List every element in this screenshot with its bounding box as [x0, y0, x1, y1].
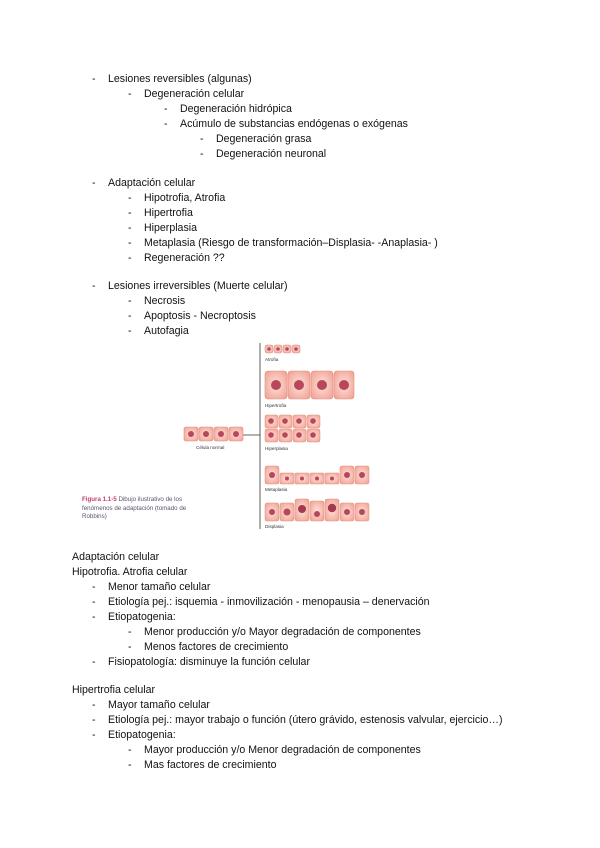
- outline-adaptacion-item: Hipotrofia, Atrofia: [144, 192, 226, 204]
- hipotrofia-sub: Menos factores de crecimiento: [144, 641, 289, 653]
- hipertrofia-title: Hipertrofia celular: [72, 684, 156, 696]
- outline-adaptacion-item: Regeneración ??: [144, 252, 225, 264]
- hipotrofia-sub: Menor producción y/o Mayor degradación de componentes: [144, 626, 421, 638]
- bullet-dash: -: [128, 207, 132, 219]
- metaplasia-cells: [265, 466, 369, 484]
- bullet-dash: -: [128, 88, 132, 100]
- figure-label-displasia: Displasia: [265, 524, 284, 529]
- bullet-dash: -: [128, 222, 132, 234]
- outline-adaptacion-item: Metaplasia (Riesgo de transformación–Displasia- -Anaplasia- ): [144, 237, 438, 249]
- bullet-dash: -: [92, 73, 96, 85]
- cell-adaptation-figure: [180, 339, 390, 531]
- bullet-dash: -: [92, 699, 96, 711]
- bullet-dash: -: [128, 744, 132, 756]
- outline-reversible-title: Lesiones reversibles (algunas): [108, 73, 252, 85]
- hipotrofia-item: Etiología pej.: isquemia - inmovilización - menopausia – denervación: [108, 596, 430, 608]
- bullet-dash: -: [128, 192, 132, 204]
- bullet-dash: -: [92, 714, 96, 726]
- normal-cells: [184, 427, 243, 441]
- section-heading: Adaptación celular: [72, 551, 160, 563]
- outline-irreversibles-title: Lesiones irreversibles (Muerte celular): [108, 280, 288, 292]
- bullet-dash: -: [92, 280, 96, 292]
- figure-label-atrofia: Atrofia: [265, 357, 279, 362]
- atrophy-cells: [265, 345, 300, 353]
- bullet-dash: -: [92, 177, 96, 189]
- bullet-dash: -: [200, 148, 204, 160]
- bullet-dash: -: [128, 252, 132, 264]
- figure-caption: [82, 496, 197, 522]
- bullet-dash: -: [128, 759, 132, 771]
- hipertrofia-item: Etiopatogenia:: [108, 729, 176, 741]
- figure-label-hiperplasia: Hiperplasia: [265, 446, 288, 451]
- outline-adaptacion-item: Hiperplasia: [144, 222, 197, 234]
- cell-adaptation-drawing: [180, 339, 390, 531]
- outline-hidropica: Degeneración hidrópica: [180, 103, 292, 115]
- outline-irreversibles-item: Autofagia: [144, 325, 189, 337]
- outline-irreversibles-item: Apoptosis - Necroptosis: [144, 310, 256, 322]
- hipertrofia-sub: Mas factores de crecimiento: [144, 759, 277, 771]
- bullet-dash: -: [92, 611, 96, 623]
- hypertrophy-cells: [265, 371, 354, 399]
- bullet-dash: -: [164, 103, 168, 115]
- outline-grasa: Degeneración grasa: [216, 133, 312, 145]
- bullet-dash: -: [128, 310, 132, 322]
- figure-caption-label: Figura 1.1-5: [82, 496, 117, 503]
- hipertrofia-sub: Mayor producción y/o Menor degradación de componentes: [144, 744, 421, 756]
- outline-neuronal: Degeneración neuronal: [216, 148, 327, 160]
- dysplasia-cells: [265, 499, 369, 521]
- figure-label-metaplasia: Metaplasia: [265, 487, 288, 492]
- hipotrofia-item: Etiopatogenia:: [108, 611, 176, 623]
- outline-acumulo: Acúmulo de substancias endógenas o exógenas: [180, 118, 408, 130]
- hipertrofia-item: Etiología pej.: mayor trabajo o función (útero grávido, estenosis valvular, ejercicio…): [108, 714, 503, 726]
- figure-caption-text: Dibujo ilustrativo de los fenómenos de adaptación (tomado de Robbins): [82, 496, 187, 521]
- bullet-dash: -: [92, 596, 96, 608]
- bullet-dash: -: [200, 133, 204, 145]
- bullet-dash: -: [92, 581, 96, 593]
- hipotrofia-fisio: Fisiopatología: disminuye la función celular: [108, 656, 310, 668]
- outline-irreversibles-item: Necrosis: [144, 295, 186, 307]
- figure-label-normal: Célula normal: [196, 445, 225, 450]
- bullet-dash: -: [164, 118, 168, 130]
- bullet-dash: -: [92, 656, 96, 668]
- bullet-dash: -: [128, 237, 132, 249]
- hyperplasia-cells: [265, 415, 320, 442]
- outline-adaptacion-title: Adaptación celular: [108, 177, 196, 189]
- hipotrofia-title: Hipotrofia. Atrofia celular: [72, 566, 188, 578]
- bullet-dash: -: [128, 626, 132, 638]
- bullet-dash: -: [128, 325, 132, 337]
- hipotrofia-item: Menor tamaño celular: [108, 581, 211, 593]
- hipertrofia-item: Mayor tamaño celular: [108, 699, 210, 711]
- bullet-dash: -: [128, 295, 132, 307]
- figure-label-hipertrofia: Hipertrofia: [265, 403, 287, 408]
- outline-adaptacion-item: Hipertrofia: [144, 207, 193, 219]
- bullet-dash: -: [128, 641, 132, 653]
- outline-degeneracion: Degeneración celular: [144, 88, 245, 100]
- bullet-dash: -: [92, 729, 96, 741]
